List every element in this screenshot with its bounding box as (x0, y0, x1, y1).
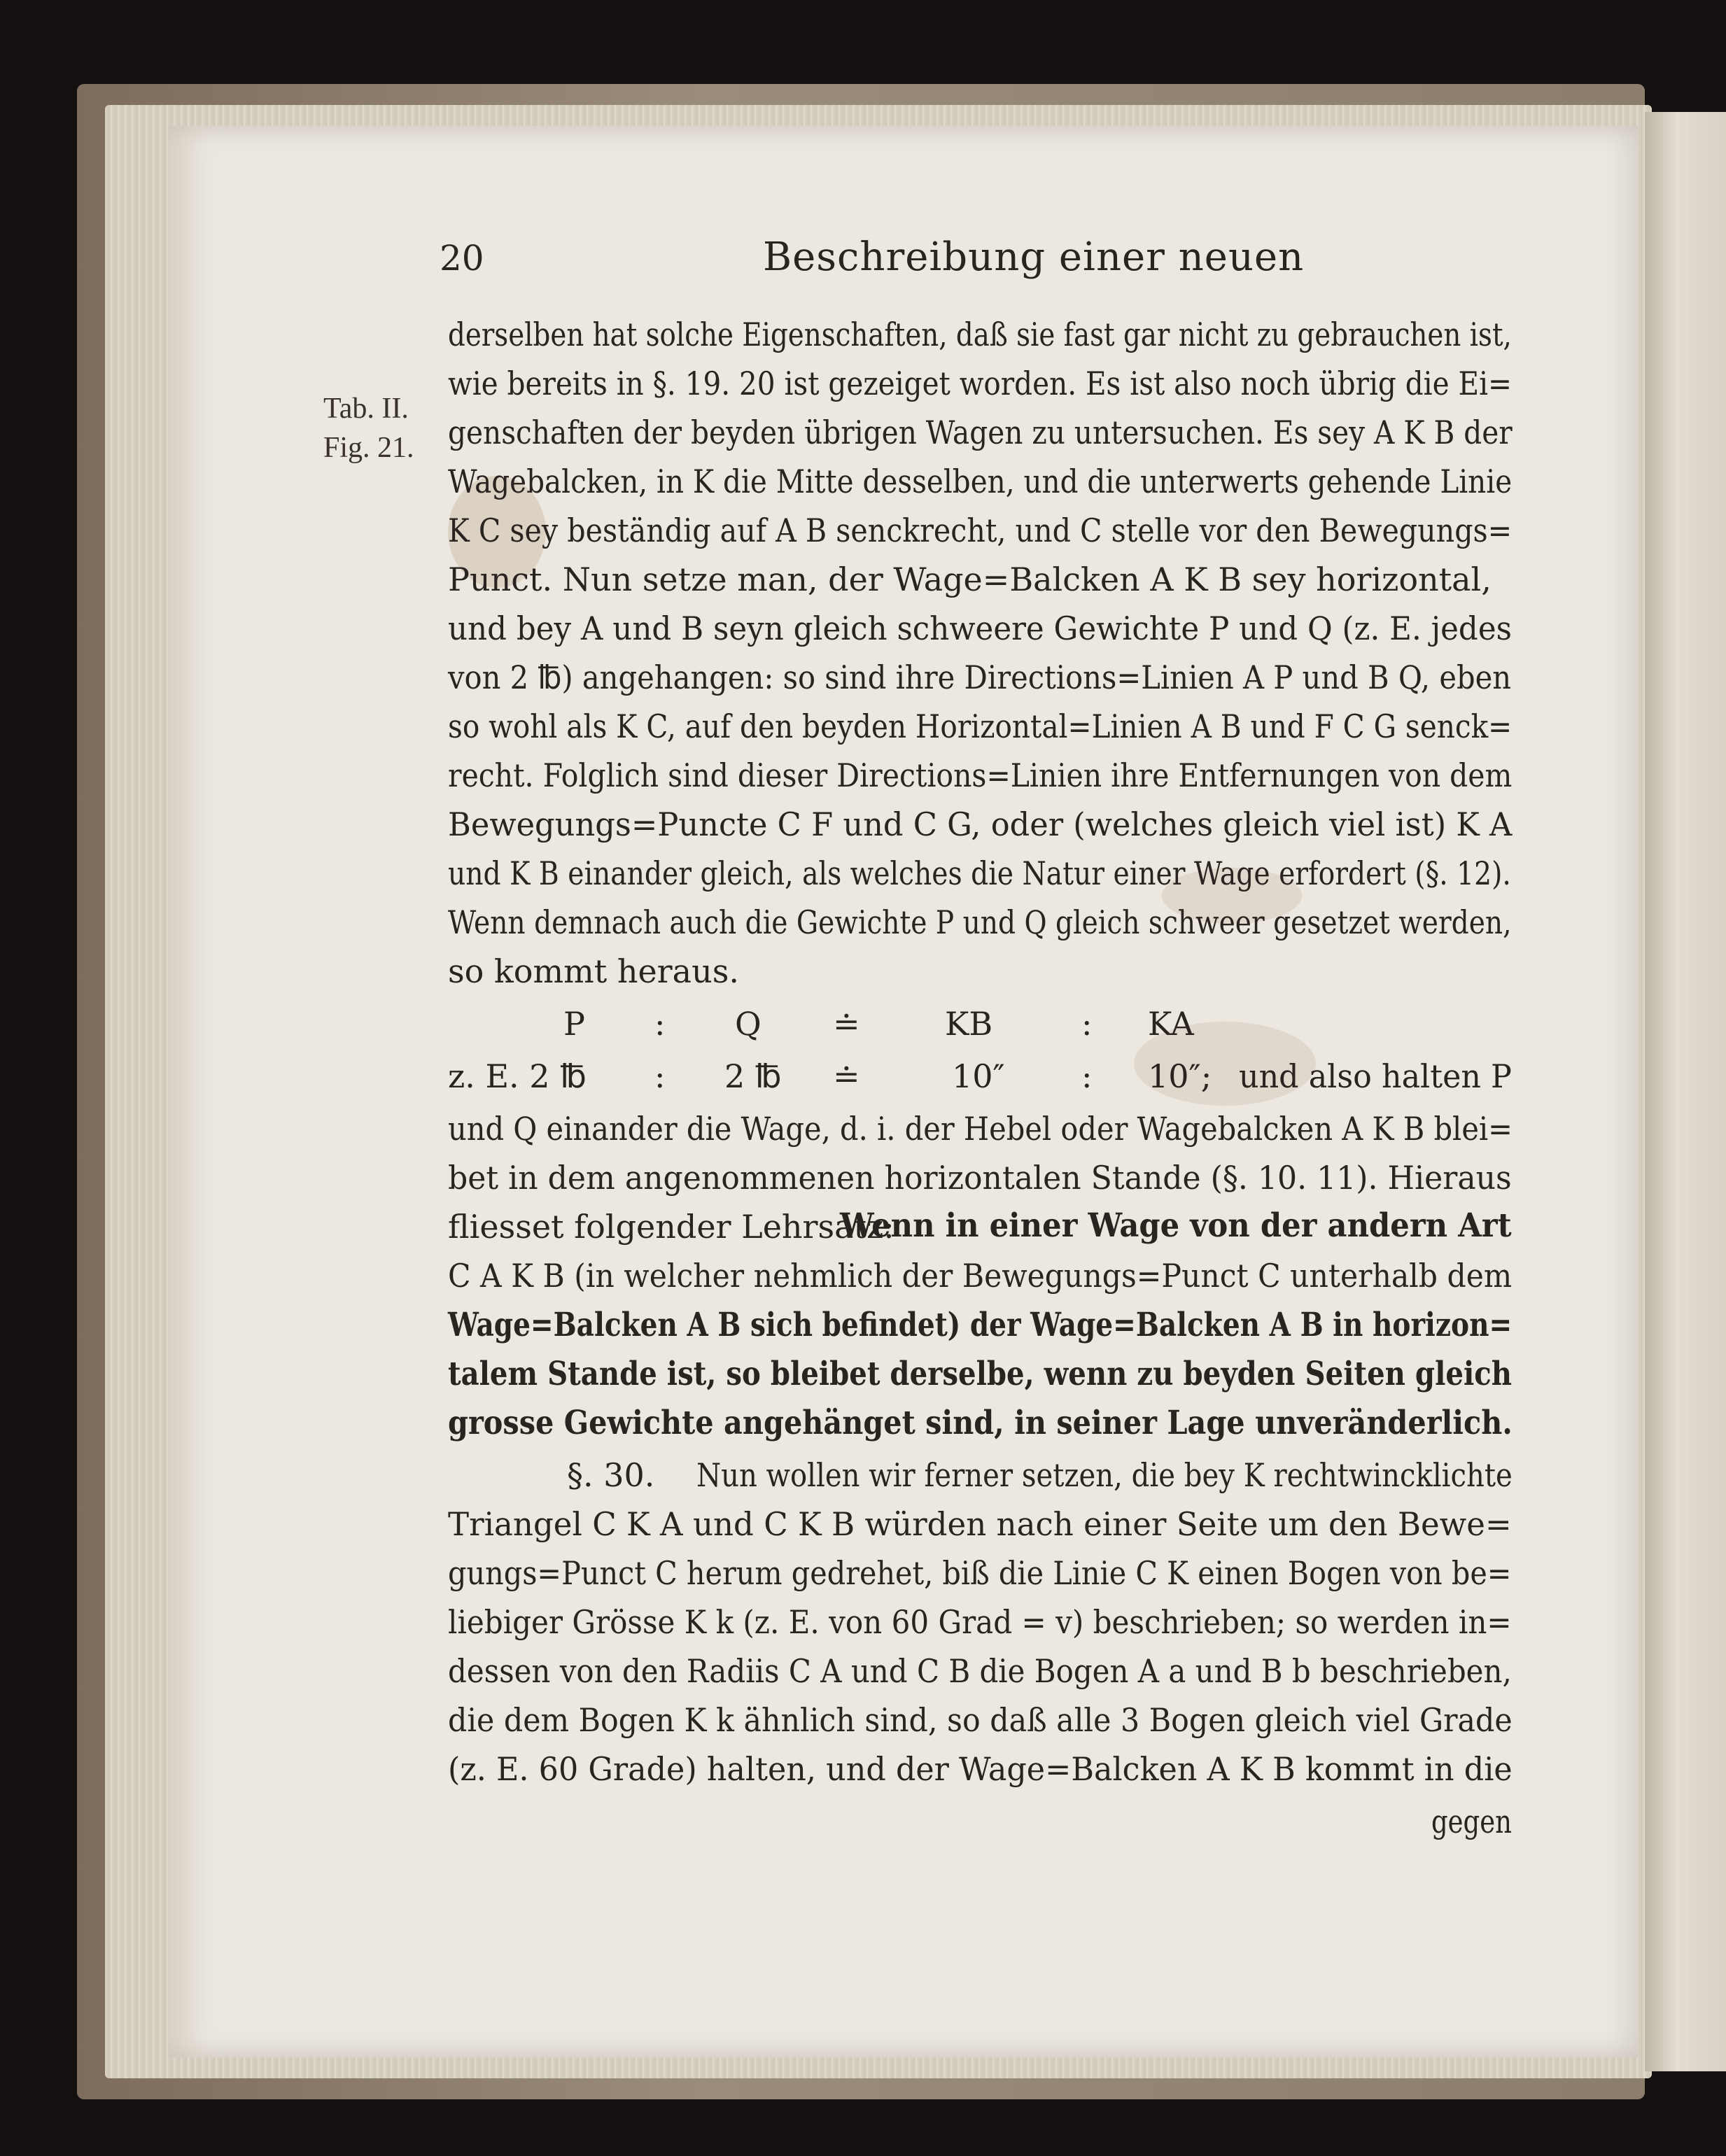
text-line: K C sey beständig auf A B senckrecht, und C stelle vor den Bewegungs= (448, 512, 1513, 549)
facing-page-edge (1645, 112, 1726, 2071)
text-line: bet in dem angenommenen horizontalen Stande (§. 10. 11). Hieraus (448, 1159, 1512, 1197)
proportion-separator: : (1081, 1005, 1093, 1043)
theorem-line: C A K B (in welcher nehmlich der Bewegungs=Punct C unterhalb dem (448, 1257, 1513, 1295)
text-line: und Q einander die Wage, d. i. der Hebel oder Wagebalcken A K B blei= (448, 1110, 1513, 1148)
theorem-line: grosse Gewichte angehänget sind, in seiner Lage unveränderlich. (448, 1404, 1513, 1442)
text-line: die dem Bogen K k ähnlich sind, so daß alle 3 Bogen gleich viel Grade (448, 1701, 1513, 1739)
section-mark: §. 30. (567, 1456, 655, 1494)
text-line: (z. E. 60 Grade) halten, und der Wage=Balcken A K B kommt in die (448, 1750, 1513, 1788)
text-line: fliesset folgender Lehrsatz: (448, 1208, 894, 1246)
text-line: Triangel C K A und C K B würden nach einer Seite um den Bewe= (448, 1505, 1512, 1543)
catchword: gegen (1431, 1803, 1512, 1840)
text-line: von 2 ℔) angehangen: so sind ihre Directions=Linien A P und B Q, eben (448, 658, 1512, 696)
proportion-term: 2 ℔ (724, 1057, 782, 1095)
proportion-term: z. E. 2 ℔ (448, 1057, 587, 1095)
proportion-separator: : (654, 1005, 666, 1043)
text-line: dessen von den Radiis C A und C B die Bogen A a und B b beschrieben, (448, 1652, 1512, 1690)
proportion-term: 10″ (952, 1057, 1005, 1095)
text-line: derselben hat solche Eigenschaften, daß sie fast gar nicht zu gebrauchen ist, (448, 316, 1512, 353)
text-line: Bewegungs=Puncte C F und C G, oder (welches gleich viel ist) K A (448, 805, 1513, 843)
text-line: wie bereits in §. 19. 20 ist gezeiget worden. Es ist also noch übrig die Ei= (448, 365, 1513, 402)
proportion-term: P (563, 1005, 585, 1043)
text-line: Nun wollen wir ferner setzen, die bey K rechtwincklichte (696, 1456, 1513, 1494)
proportion-term: KA (1148, 1005, 1194, 1043)
text-line: gungs=Punct C herum gedrehet, biß die Linie C K einen Bogen von be= (448, 1554, 1512, 1592)
text-line: genschaften der beyden übrigen Wagen zu untersuchen. Es sey A K B der (448, 414, 1513, 451)
text-line: liebiger Grösse K k (z. E. von 60 Grad = v) beschrieben; so werden in= (448, 1603, 1512, 1641)
proportion-separator: : (654, 1057, 666, 1095)
proportion-equals: ≐ (833, 1005, 860, 1043)
text-line: recht. Folglich sind dieser Directions=Linien ihre Entfernungen von dem (448, 756, 1513, 794)
proportion-separator: : (1081, 1057, 1093, 1095)
proportion-equals: ≐ (833, 1057, 860, 1095)
margin-note-table: Tab. II. (323, 393, 409, 425)
text-line: Punct. Nun setze man, der Wage=Balcken A K B sey horizontal, (448, 561, 1492, 598)
text-line: Wagebalcken, in K die Mitte desselben, und die unterwerts gehende Linie (448, 463, 1513, 500)
theorem-text: Wenn in einer Wage von der andern Art (840, 1206, 1512, 1245)
running-title: Beschreibung einer neuen (763, 234, 1305, 280)
text-line: so kommt heraus. (448, 952, 739, 990)
proportion-term: 10″; (1148, 1057, 1212, 1095)
text-line: und bey A und B seyn gleich schweere Gewichte P und Q (z. E. jedes (448, 610, 1512, 647)
theorem-line: talem Stande ist, so bleibet derselbe, wenn zu beyden Seiten gleich (448, 1355, 1512, 1393)
theorem-line: Wage=Balcken A B sich befindet) der Wage=Balcken A B in horizon= (448, 1306, 1513, 1344)
margin-note-figure: Fig. 21. (323, 432, 414, 464)
proportion-term: KB (945, 1005, 993, 1043)
page-number: 20 (440, 238, 484, 279)
text-line: Wenn demnach auch die Gewichte P und Q gleich schweer gesetzet werden, (448, 903, 1512, 941)
text-line: so wohl als K C, auf den beyden Horizontal=Linien A B und F C G senck= (448, 707, 1513, 745)
text-line: und also halten P (1239, 1057, 1512, 1095)
text-line: und K B einander gleich, als welches die Natur einer Wage erfordert (§. 12). (448, 854, 1511, 892)
proportion-term: Q (735, 1005, 762, 1043)
